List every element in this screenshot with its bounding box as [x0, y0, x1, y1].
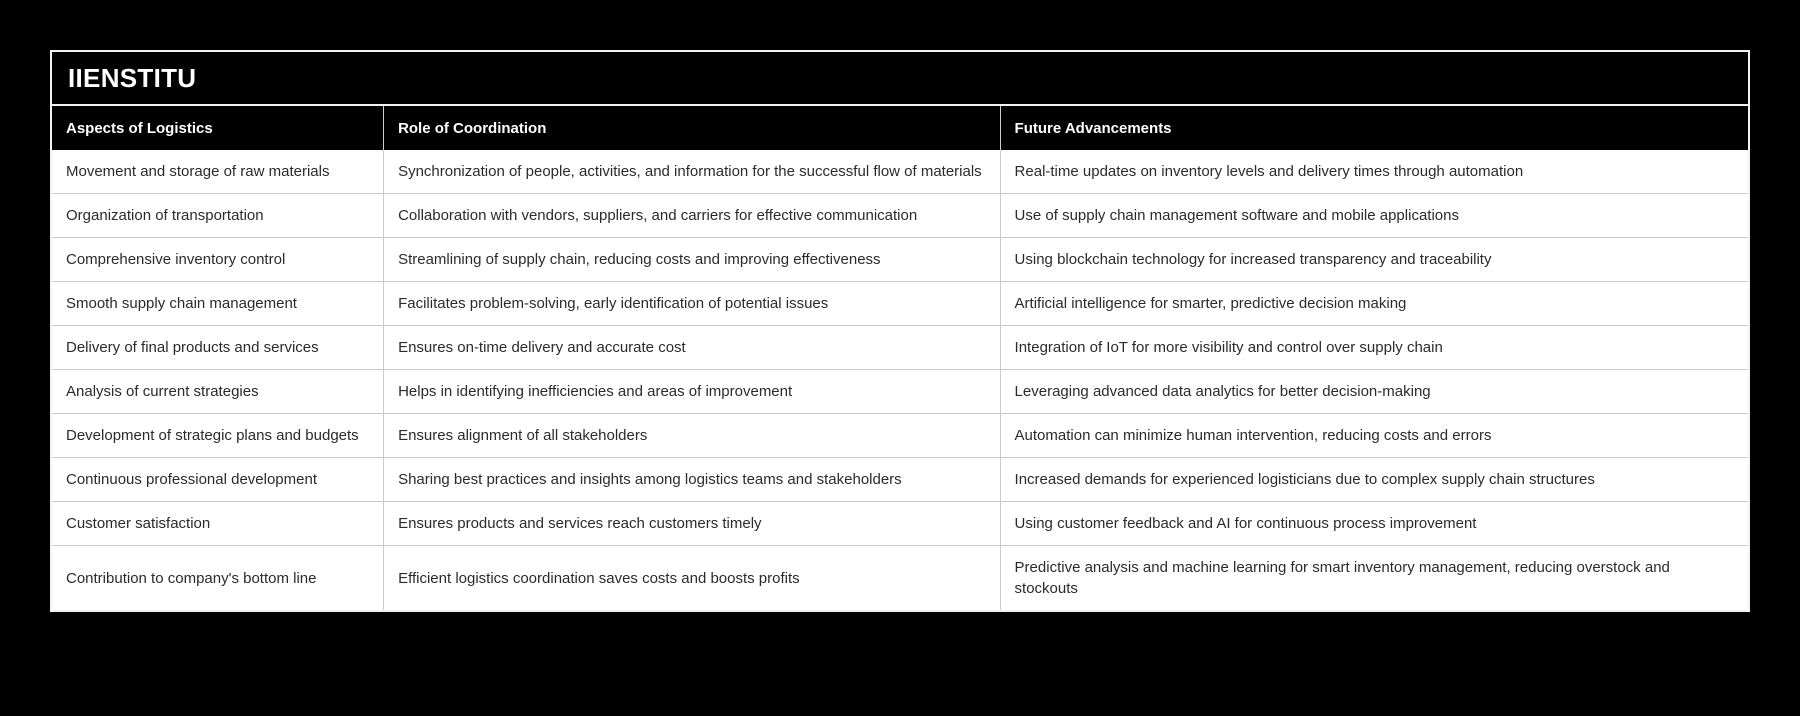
table-cell: Using customer feedback and AI for continuous process improvement	[1000, 502, 1748, 546]
table-cell: Facilitates problem-solving, early identification of potential issues	[384, 282, 1000, 326]
table-cell: Ensures products and services reach customers timely	[384, 502, 1000, 546]
table-cell: Use of supply chain management software and mobile applications	[1000, 194, 1748, 238]
column-header: Aspects of Logistics	[52, 106, 384, 150]
table-cell: Development of strategic plans and budgets	[52, 414, 384, 458]
table-cell: Ensures on-time delivery and accurate cost	[384, 326, 1000, 370]
table-cell: Comprehensive inventory control	[52, 238, 384, 282]
table-cell: Integration of IoT for more visibility and control over supply chain	[1000, 326, 1748, 370]
table-cell: Synchronization of people, activities, and information for the successful flow of materials	[384, 150, 1000, 194]
header-row	[52, 106, 1748, 150]
table-cell: Sharing best practices and insights among logistics teams and stakeholders	[384, 458, 1000, 502]
table-body	[52, 150, 1748, 610]
table-row	[52, 282, 1748, 326]
table-cell: Continuous professional development	[52, 458, 384, 502]
table-cell: Ensures alignment of all stakeholders	[384, 414, 1000, 458]
table-row	[52, 326, 1748, 370]
table-row	[52, 238, 1748, 282]
logistics-table	[52, 106, 1748, 610]
table-row	[52, 414, 1748, 458]
table-cell: Streamlining of supply chain, reducing costs and improving effectiveness	[384, 238, 1000, 282]
table-row	[52, 370, 1748, 414]
logistics-table-card	[50, 50, 1750, 612]
table-row	[52, 194, 1748, 238]
table-cell: Smooth supply chain management	[52, 282, 384, 326]
table-cell: Leveraging advanced data analytics for better decision-making	[1000, 370, 1748, 414]
table-cell: Delivery of final products and services	[52, 326, 384, 370]
column-header: Role of Coordination	[384, 106, 1000, 150]
table-cell: Using blockchain technology for increased transparency and traceability	[1000, 238, 1748, 282]
table-cell: Helps in identifying inefficiencies and areas of improvement	[384, 370, 1000, 414]
table-cell: Predictive analysis and machine learning for smart inventory management, reducing overstock and stockouts	[1000, 546, 1748, 611]
table-cell: Contribution to company's bottom line	[52, 546, 384, 611]
table-row	[52, 546, 1748, 611]
table-title: IIENSTITU	[52, 52, 1748, 106]
table-cell: Collaboration with vendors, suppliers, and carriers for effective communication	[384, 194, 1000, 238]
table-row	[52, 458, 1748, 502]
table-row	[52, 502, 1748, 546]
table-cell: Organization of transportation	[52, 194, 384, 238]
table-cell: Movement and storage of raw materials	[52, 150, 384, 194]
table-cell: Automation can minimize human intervention, reducing costs and errors	[1000, 414, 1748, 458]
table-cell: Customer satisfaction	[52, 502, 384, 546]
table-cell: Efficient logistics coordination saves costs and boosts profits	[384, 546, 1000, 611]
table-cell: Artificial intelligence for smarter, predictive decision making	[1000, 282, 1748, 326]
table-cell: Real-time updates on inventory levels and delivery times through automation	[1000, 150, 1748, 194]
table-row	[52, 150, 1748, 194]
table-cell: Increased demands for experienced logisticians due to complex supply chain structures	[1000, 458, 1748, 502]
column-header: Future Advancements	[1000, 106, 1748, 150]
table-cell: Analysis of current strategies	[52, 370, 384, 414]
